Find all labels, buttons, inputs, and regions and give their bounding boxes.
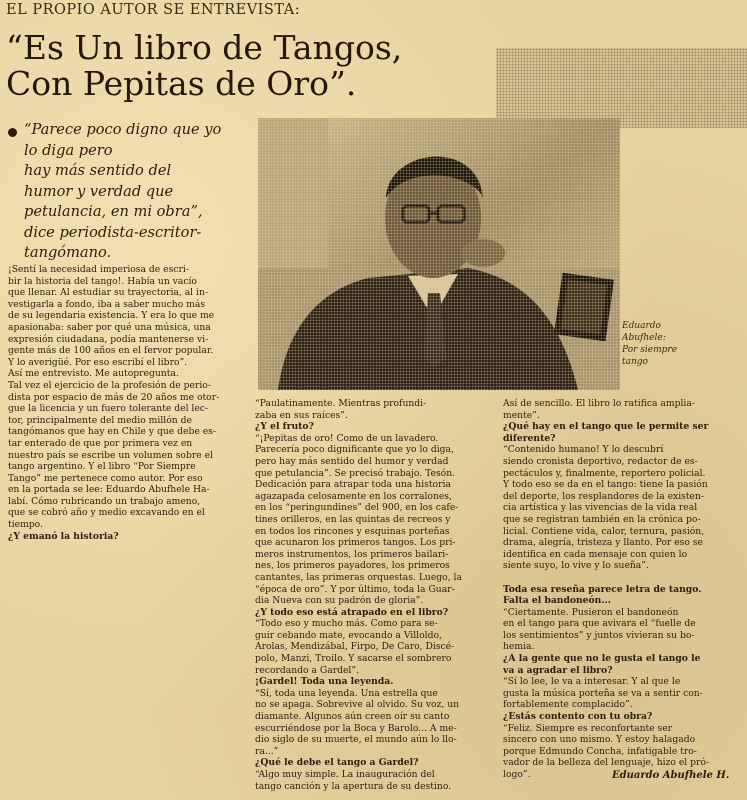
body-text-line: siente suyo, lo vive y lo sueña”. [503, 560, 649, 572]
kicker: EL PROPIO AUTOR SE ENTREVISTA: [6, 2, 301, 18]
body-text-line: tango argentino. Y el libro “Por Siempre [8, 461, 196, 473]
pull-quote-line: petulancia, en mi obra”, [24, 203, 203, 220]
body-text-line: pero hay más sentido del humor y verdad [255, 455, 449, 467]
body-text-line: en todos los rincones y esquinas porteñas [255, 525, 450, 537]
body-text-line: labí. Cómo rubricando un trabajo ameno, [8, 495, 201, 507]
body-text-line: cantantes, las primeras orquestas. Luego, la [255, 571, 462, 583]
body-text-line: bir la historia del tango!. Había un vacío [8, 275, 197, 287]
body-text-line: “Feliz. Siempre es reconfortante ser [503, 722, 673, 734]
pull-quote-line: humor y verdad que [24, 182, 174, 200]
body-text-line: recordando a Gardel”. [255, 664, 359, 676]
body-text-line: tiempo. [8, 519, 43, 531]
body-text-line: vestigarla a fondo, iba a saber mucho más [8, 298, 206, 310]
body-text-line: Parecería poco dignificante que yo lo diga, [255, 444, 454, 456]
body-text-line: gusta la música porteña se va a sentir con- [503, 687, 703, 699]
caption-line: Eduardo [622, 321, 661, 331]
body-text-line: dia Nueva con su padrón de gloria”. [255, 595, 424, 607]
caption-line: Abufhele: [622, 333, 666, 343]
body-text-line: Falta el bandoneón... [503, 595, 611, 607]
body-text-line: ¿Qué le debe el tango a Gardel? [255, 757, 419, 769]
body-text-line [503, 572, 743, 584]
pull-quote-line: hay más sentido del [24, 162, 172, 179]
body-text-line: Y todo eso se da en el tango: tiene la pasión [503, 479, 708, 491]
body-text-line: hemia. [503, 641, 535, 653]
body-text-line: polo, Manzi, Troilo. Y sacarse el sombrero [255, 653, 452, 665]
body-text-line: tines orilleros, en las quintas de recreos y [255, 513, 451, 525]
body-text-line: “Todo eso y mucho más. Como para se- [255, 618, 438, 630]
column-3 [503, 398, 743, 781]
body-text-line: dista por espacio de más de 20 años me otor- [8, 391, 220, 403]
pull-quote [24, 120, 260, 264]
body-text-line: ¿Estás contento con tu obra? [503, 711, 653, 723]
body-text-line: que se cobró año y medio excavando en el [8, 507, 205, 519]
body-text-line: agazapada celosamente en los corralones, [255, 490, 452, 502]
caption-line: Por siempre [622, 345, 678, 355]
column-2 [255, 398, 498, 792]
body-text-line: que acunaron los primeros tangos. Los pri- [255, 537, 456, 549]
pull-quote-line: tangómano. [24, 244, 112, 261]
body-text-line: Así me entrevisto. Me autopregunta. [8, 368, 179, 380]
body-text-line: ra...” [255, 745, 279, 757]
body-text-line: ¿Y el fruto? [255, 421, 314, 433]
body-text-line: mente”. [503, 409, 540, 421]
body-text-line: que se registran también en la crónica po- [503, 513, 701, 525]
body-text-line: siendo cronista deportivo, redactor de es- [503, 455, 698, 467]
author-photo [258, 118, 620, 390]
body-text-line: “Ciertamente. Pusieron el bandoneón [503, 606, 679, 618]
photo-caption [622, 320, 742, 368]
bullet-icon [8, 128, 17, 137]
body-text-line: sincero con uno mismo. Y estoy halagado [503, 734, 696, 746]
pull-quote-line: lo diga pero [24, 141, 113, 159]
body-text-line: nuestro país se escribe un volumen sobre el [8, 449, 213, 461]
body-text-line: va a agradar el libro? [503, 664, 613, 676]
body-text-line: del deporte, los resplandores de la existen- [503, 490, 705, 502]
body-text-line: “Algo muy simple. La inauguración del [255, 769, 435, 780]
body-text-line: apasionaba: saber por qué una música, una [8, 321, 211, 333]
headline-line-2: Con Pepitas de Oro”. [6, 64, 357, 103]
headline-line-1: “Es Un libro de Tangos, [6, 28, 403, 67]
body-text-line: Tango” me pertenece como autor. Por eso [8, 472, 203, 484]
body-text-line: Y lo averigüé. Por eso escribí el libro”. [8, 356, 188, 368]
body-text-line: pectáculos y, finalmente, reportero policial. [503, 467, 706, 479]
body-text-line: nes, los primeros payadores, los primeros [255, 560, 450, 572]
body-text-line: “Sí, toda una leyenda. Una estrella que [255, 687, 438, 699]
body-text-line: Tal vez el ejercicio de la profesión de perio- [8, 379, 211, 391]
body-text-line: ¿Qué hay en el tango que le permite ser [503, 421, 709, 433]
body-text-line: no se apaga. Sobrevive al olvido. Su voz, un [255, 699, 460, 711]
body-text-line: tangómanos que hay en Chile y que debe es- [8, 426, 216, 438]
body-text-line: tar enterado de que por primera vez en [8, 437, 193, 449]
pull-quote-line: dice periodista-escritor- [24, 223, 202, 241]
body-text-line: ¡Gardel! Toda una leyenda. [255, 676, 394, 688]
author-photo-drawing [258, 118, 620, 390]
body-text-line: ¡Sentí la necesidad imperiosa de escri- [8, 264, 189, 275]
body-text-line: gue la licencia y un fuero tolerante del lec- [8, 403, 209, 415]
body-text-line: en los “peringundines” del 900, en los cafe- [255, 502, 459, 514]
body-text-line: identifica en cada mensaje con quien lo [503, 548, 688, 560]
body-text-line: zaba en sus raíces”. [255, 409, 348, 421]
body-text-line: gente más de 100 años en el fervor popular. [8, 345, 214, 357]
signature: Eduardo Abufhele H. [612, 770, 730, 781]
body-text-line: tango canción y la apertura de su destino. [255, 780, 452, 792]
body-text-line: drama, alegría, tristeza y llanto. Por eso se [503, 537, 703, 549]
body-text-line: los sentimientos” y juntos vivieran su bo- [503, 629, 695, 641]
body-text-line: “Contenido humano! Y lo descubrí [503, 444, 664, 456]
body-text-line: fortablemente complacido”. [503, 699, 633, 711]
body-text-line: en el tango para que avivara el “fuelle de [503, 618, 696, 630]
body-text-line: escurriéndose por la Boca y Barolo... A me- [255, 722, 457, 734]
body-text-line: licial. Contiene vida, calor, ternura, pasión, [503, 525, 705, 537]
body-text-line: guir cebando mate, evocando a Villoldo, [255, 629, 442, 641]
body-text-line: logo”. [503, 769, 531, 780]
body-text-line: porque Edmundo Concha, infatigable tro- [503, 745, 697, 757]
body-text-line: “época de oro”. Y por último, toda la Guar- [255, 583, 455, 595]
body-text-line: Dedicación para atrapar toda una historia [255, 479, 451, 491]
body-text-line: tor, principalmente del medio millón de [8, 414, 192, 426]
body-text-line: cia artística y las vivencias de la vida real [503, 502, 698, 514]
body-text-line: en la portada se lee: Eduardo Abufhele Ha- [8, 484, 210, 496]
caption-line: tango [622, 357, 648, 367]
column-1 [8, 264, 248, 542]
body-text-line: de su legendaria existencia. Y era lo que me [8, 310, 215, 322]
body-text-line: Así de sencillo. El libro lo ratifica amplia- [503, 398, 695, 409]
body-text-line: “Sí lo lee, le va a interesar. Y al que le [503, 676, 681, 688]
pull-quote-line: “Parece poco digno que yo [24, 121, 222, 138]
body-text-line: que petulancia”. Se precisó trabajo. Tesón. [255, 467, 456, 479]
body-text-line: Arolas, Mendizábal, Firpo, De Caro, Discé- [255, 641, 455, 653]
body-text-line: vador de la belleza del lenguaje, hizo el pró- [503, 757, 710, 769]
body-text-line: diamante. Algunos aún creen oír su canto [255, 711, 450, 723]
body-text-line: diferente? [503, 432, 556, 444]
body-text-line: “¡Pepitas de oro! Como de un lavadero. [255, 432, 439, 444]
body-text-line: ¿Y emanó la historia? [8, 530, 119, 542]
body-text-line: ¿A la gente que no le gusta el tango le [503, 653, 701, 665]
body-text-line: dio siglo de su muerte, el mundo aún lo llo- [255, 734, 457, 746]
body-text-line: Toda esa reseña parece letra de tango. [503, 583, 702, 595]
body-text-line: que llenar. Al estudiar su trayectoria, al in- [8, 287, 209, 299]
body-text-line: expresión ciudadana, podía mantenerse vi- [8, 333, 209, 345]
body-text-line: ¿Y todo eso está atrapado en el libro? [255, 606, 449, 618]
body-text-line: meros instrumentos, los primeros bailari- [255, 548, 449, 560]
halftone-background [496, 48, 747, 128]
body-text-line: “Paulatinamente. Mientras profundi- [255, 398, 427, 409]
headline [6, 30, 486, 102]
